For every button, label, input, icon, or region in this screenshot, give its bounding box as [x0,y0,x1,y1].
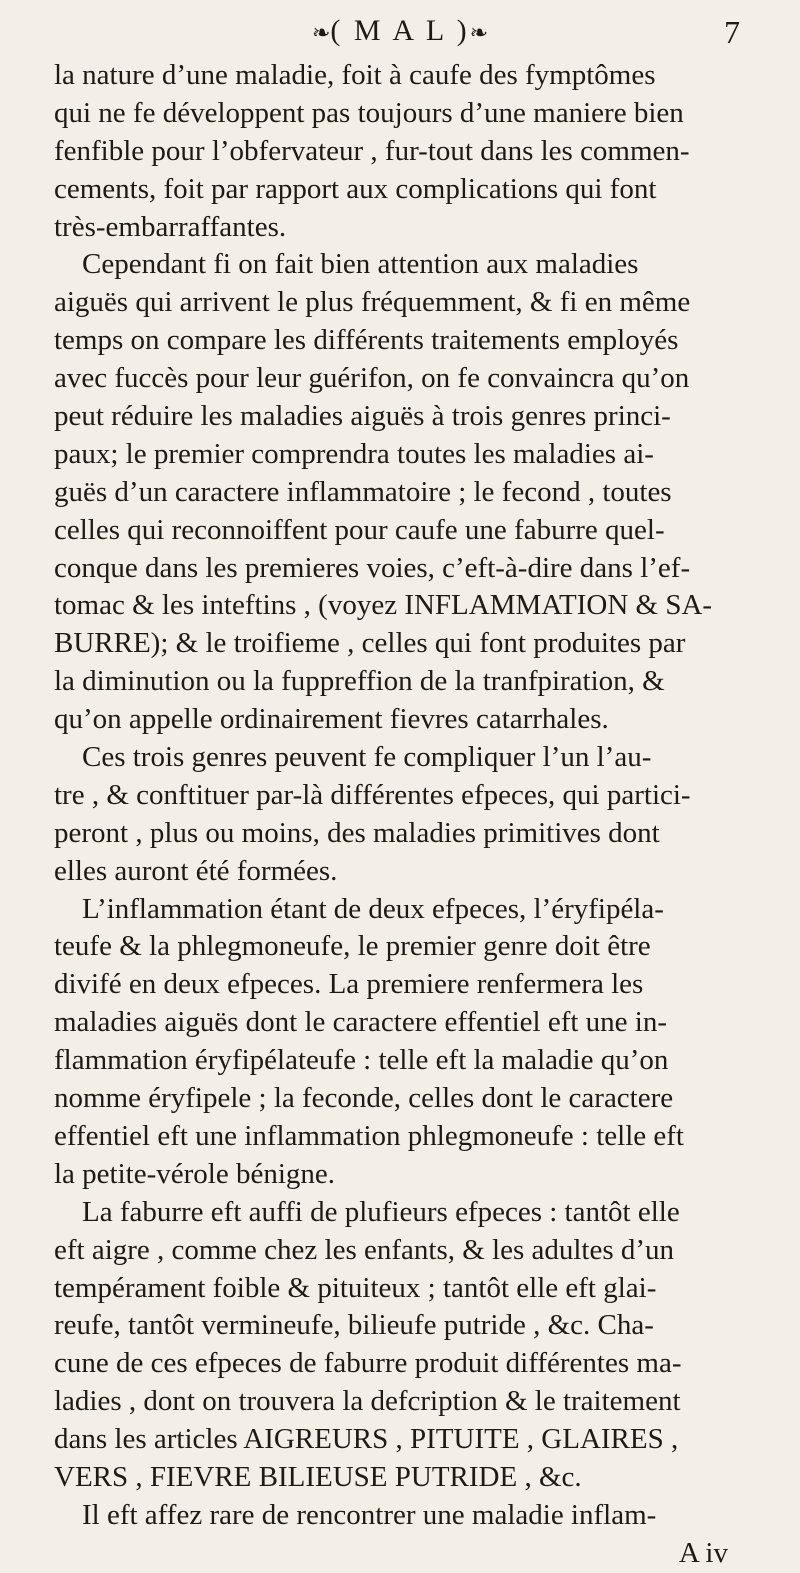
text-line: teufe & la phlegmoneufe, le premier genre doit être [54,930,651,963]
text-line: qui ne fe développent pas toujours d’une maniere bien [54,96,684,129]
text-line: très-embarraffantes. [54,210,287,243]
text-line: la nature d’une maladie, foit à caufe des fymptômes [54,59,656,91]
text-line: guës d’un caractere inflammatoire ; le fecond , toutes [54,475,672,508]
text-line: reufe, tantôt vermineufe, bilieufe putride , &c. Cha- [54,1309,654,1342]
text-line: Cependant fi on fait bien attention aux maladies [82,248,639,281]
text-line: fenfible pour l’obfervateur , fur-tout dans les commen- [54,134,690,167]
ornament-right-icon: ❧ [469,20,489,46]
text-line: divifé en deux efpeces. La premiere renfermera les [54,968,644,1001]
text-line: nomme éryfipele ; la feconde, celles dont le caractere [54,1082,674,1115]
page-header [0,6,800,56]
text-line: La faburre eft auffi de plufieurs efpeces : tantôt elle [82,1195,680,1228]
text-line: cune de ces efpeces de faburre produit différentes ma- [54,1347,682,1380]
text-line: conque dans les premieres voies, c’eft-à-dire dans l’ef- [54,551,691,584]
text-line: qu’on appelle ordinairement fievres catarrhales. [54,703,609,736]
text-line: Il eft affez rare de rencontrer une maladie inflam- [82,1498,657,1531]
text-line: effentiel eft une inflammation phlegmoneufe : telle eft [54,1119,684,1152]
text-line: paux; le premier comprendra toutes les maladies ai- [54,437,654,470]
ornament-left-icon: ❧ [311,20,331,46]
body-text [54,57,794,1573]
text-line: elles auront été formées. [54,854,338,887]
text-line: aiguës qui arrivent le plus fréquemment, & fi en même [54,286,691,319]
text-line: la diminution ou la fuppreffion de la tranfpiration, & [54,665,665,698]
text-line: peront , plus ou moins, des maladies primitives dont [54,816,660,849]
text-line: L’inflammation étant de deux efpeces, l’éryfipéla- [82,892,664,925]
text-line: peut réduire les maladies aiguës à trois genres princi- [54,400,671,433]
text-line: VERS , FIEVRE BILIEUSE PUTRIDE , &c. [54,1460,582,1493]
text-line: BURRE); & le troifieme , celles qui font produites par [54,627,686,660]
text-line: tomac & les inteftins , (voyez INFLAMMATION & SA- [54,589,713,622]
running-head [0,14,800,48]
running-head-title: ( M A L ) [330,14,470,47]
text-line: celles qui reconnoiffent pour caufe une faburre quel- [54,513,665,546]
text-line: eft aigre , comme chez les enfants, & les adultes d’un [54,1233,675,1266]
text-line: tempérament foible & pituiteux ; tantôt elle eft glai- [54,1271,657,1304]
text-line: Ces trois genres peuvent fe compliquer l’un l’au- [82,741,652,774]
text-line: maladies aiguës dont le caractere effentiel eft une in- [54,1006,667,1039]
text-line: avec fuccès pour leur guérifon, on fe convaincra qu’on [54,362,690,395]
signature-mark: A iv [678,1536,728,1569]
text-line: dans les articles AIGREURS , PITUITE , GLAIRES , [54,1423,679,1456]
text-line: cements, foit par rapport aux complications qui font [54,172,657,205]
text-line: temps on compare les différents traitements employés [54,324,679,357]
text-line: ladies , dont on trouvera la defcription & le traitement [54,1385,681,1418]
text-line: flammation éryfipélateufe : telle eft la maladie qu’on [54,1044,669,1077]
text-line: tre , & conftituer par-là différentes efpeces, qui partici- [54,778,691,811]
text-line: la petite-vérole bénigne. [54,1157,336,1190]
page-number: 7 [724,14,740,50]
